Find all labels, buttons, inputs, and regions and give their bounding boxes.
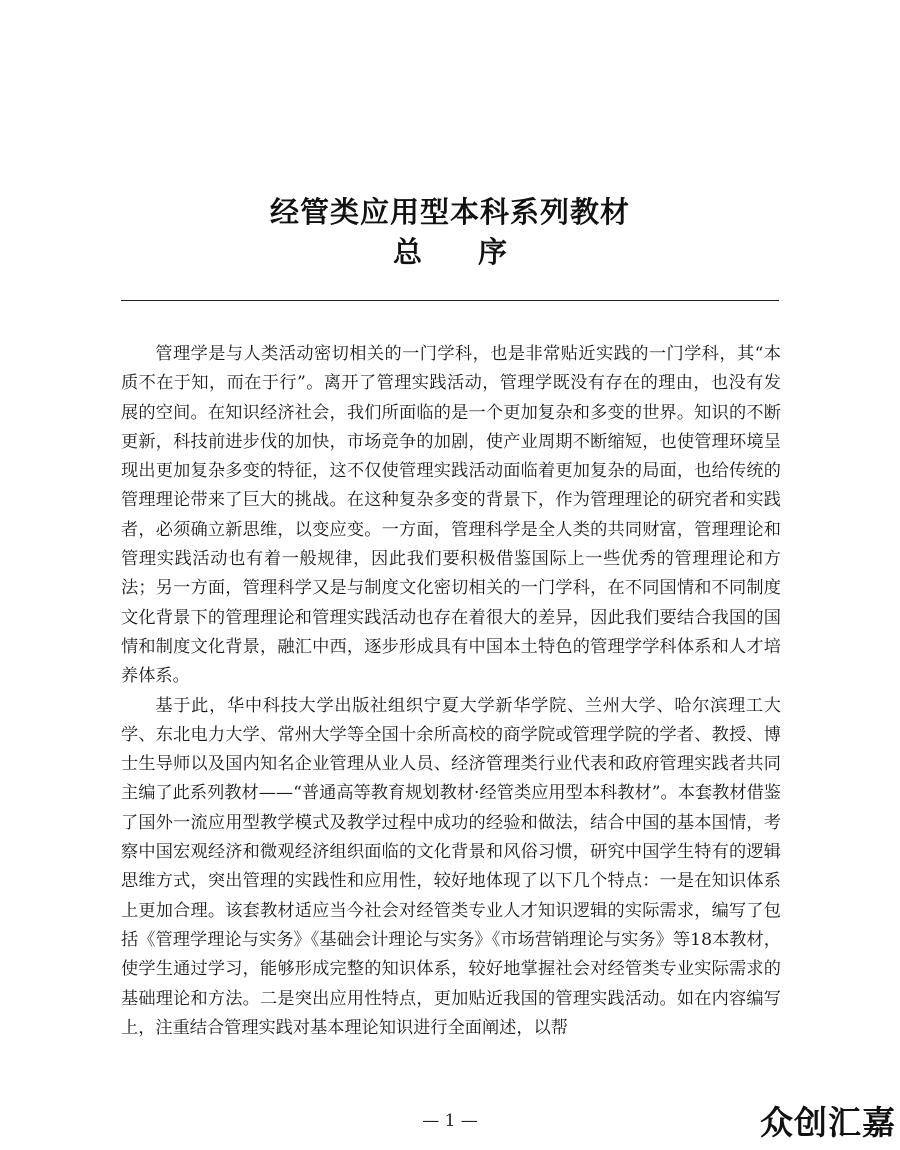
paragraph-1: 管理学是与人类活动密切相关的一门学科，也是非常贴近实践的一门学科，其“本质不在于知，而在于行”。离开了管理实践活动，管理学既没有存在的理由，也没有发展的空间。在知识经济社会，我们所面临的是一个更加复杂和多变的世界。知识的不断更新，科技前进步伐的加快，市场竞争的加剧，使产业周期不断缩短，也使管理环境呈现出更加复杂多变的特征，这不仅使管理实践活动面临着更加复杂的局面，也给传统的管理理论带来了巨大的挑战。在这种复杂多变的背景下，作为管理理论的研究者和实践者，必须确立新思维，以变应变。一方面，管理科学是全人类的共同财富，管理理论和管理实践活动也有着一般规律，因此我们要积极借鉴国际上一些优秀的管理理论和方法；另一方面，管理科学又是与制度文化密切相关的一门学科，在不同国情和不同制度文化背景下的管理理论和管理实践活动也存在着很大的差异，因此我们要结合我国的国情和制度文化背景，融汇中西，逐步形成具有中国本土特色的管理学学科体系和人才培养体系。 [121, 344, 781, 687]
body-text [121, 340, 781, 1043]
paragraph-2: 基于此，华中科技大学出版社组织宁夏大学新华学院、兰州大学、哈尔滨理工大学、东北电力大学、常州大学等全国十余所高校的商学院或管理学院的学者、教授、博士生导师以及国内知名企业管理从业人员、经济管理类行业代表和政府管理实践者共同主编了此系列教材——“普通高等教育规划教材·经管类应用型本科教材”。本套教材借鉴了国外一流应用型教学模式及教学过程中成功的经验和做法，结合中国的基本国情，考察中国宏观经济和微观经济组织面临的文化背景和风俗习惯，研究中国学生特有的逻辑思维方式，突出管理的实践性和应用性，较好地体现了以下几个特点：一是在知识体系上更加合理。该套教材适应当今社会对经管类专业人才知识逻辑的实际需求，编写了包括《管理学理论与实务》《基础会计理论与实务》《市场营销理论与实务》等18本教材，使学生通过学习，能够形成完整的知识体系，较好地掌握社会对经管类专业实际需求的基础理论和方法。二是突出应用性特点，更加贴近我国的管理实践活动。如在内容编写上，注重结合管理实践对基本理论知识进行全面阐述，以帮 [121, 695, 781, 1038]
page-number: — 1 — [422, 1111, 478, 1131]
title-divider [121, 300, 779, 301]
page-title: 经管类应用型本科系列教材 [269, 195, 630, 229]
watermark-logo: 众创汇嘉 [760, 1103, 896, 1142]
page-subtitle: 总序 [392, 235, 563, 269]
